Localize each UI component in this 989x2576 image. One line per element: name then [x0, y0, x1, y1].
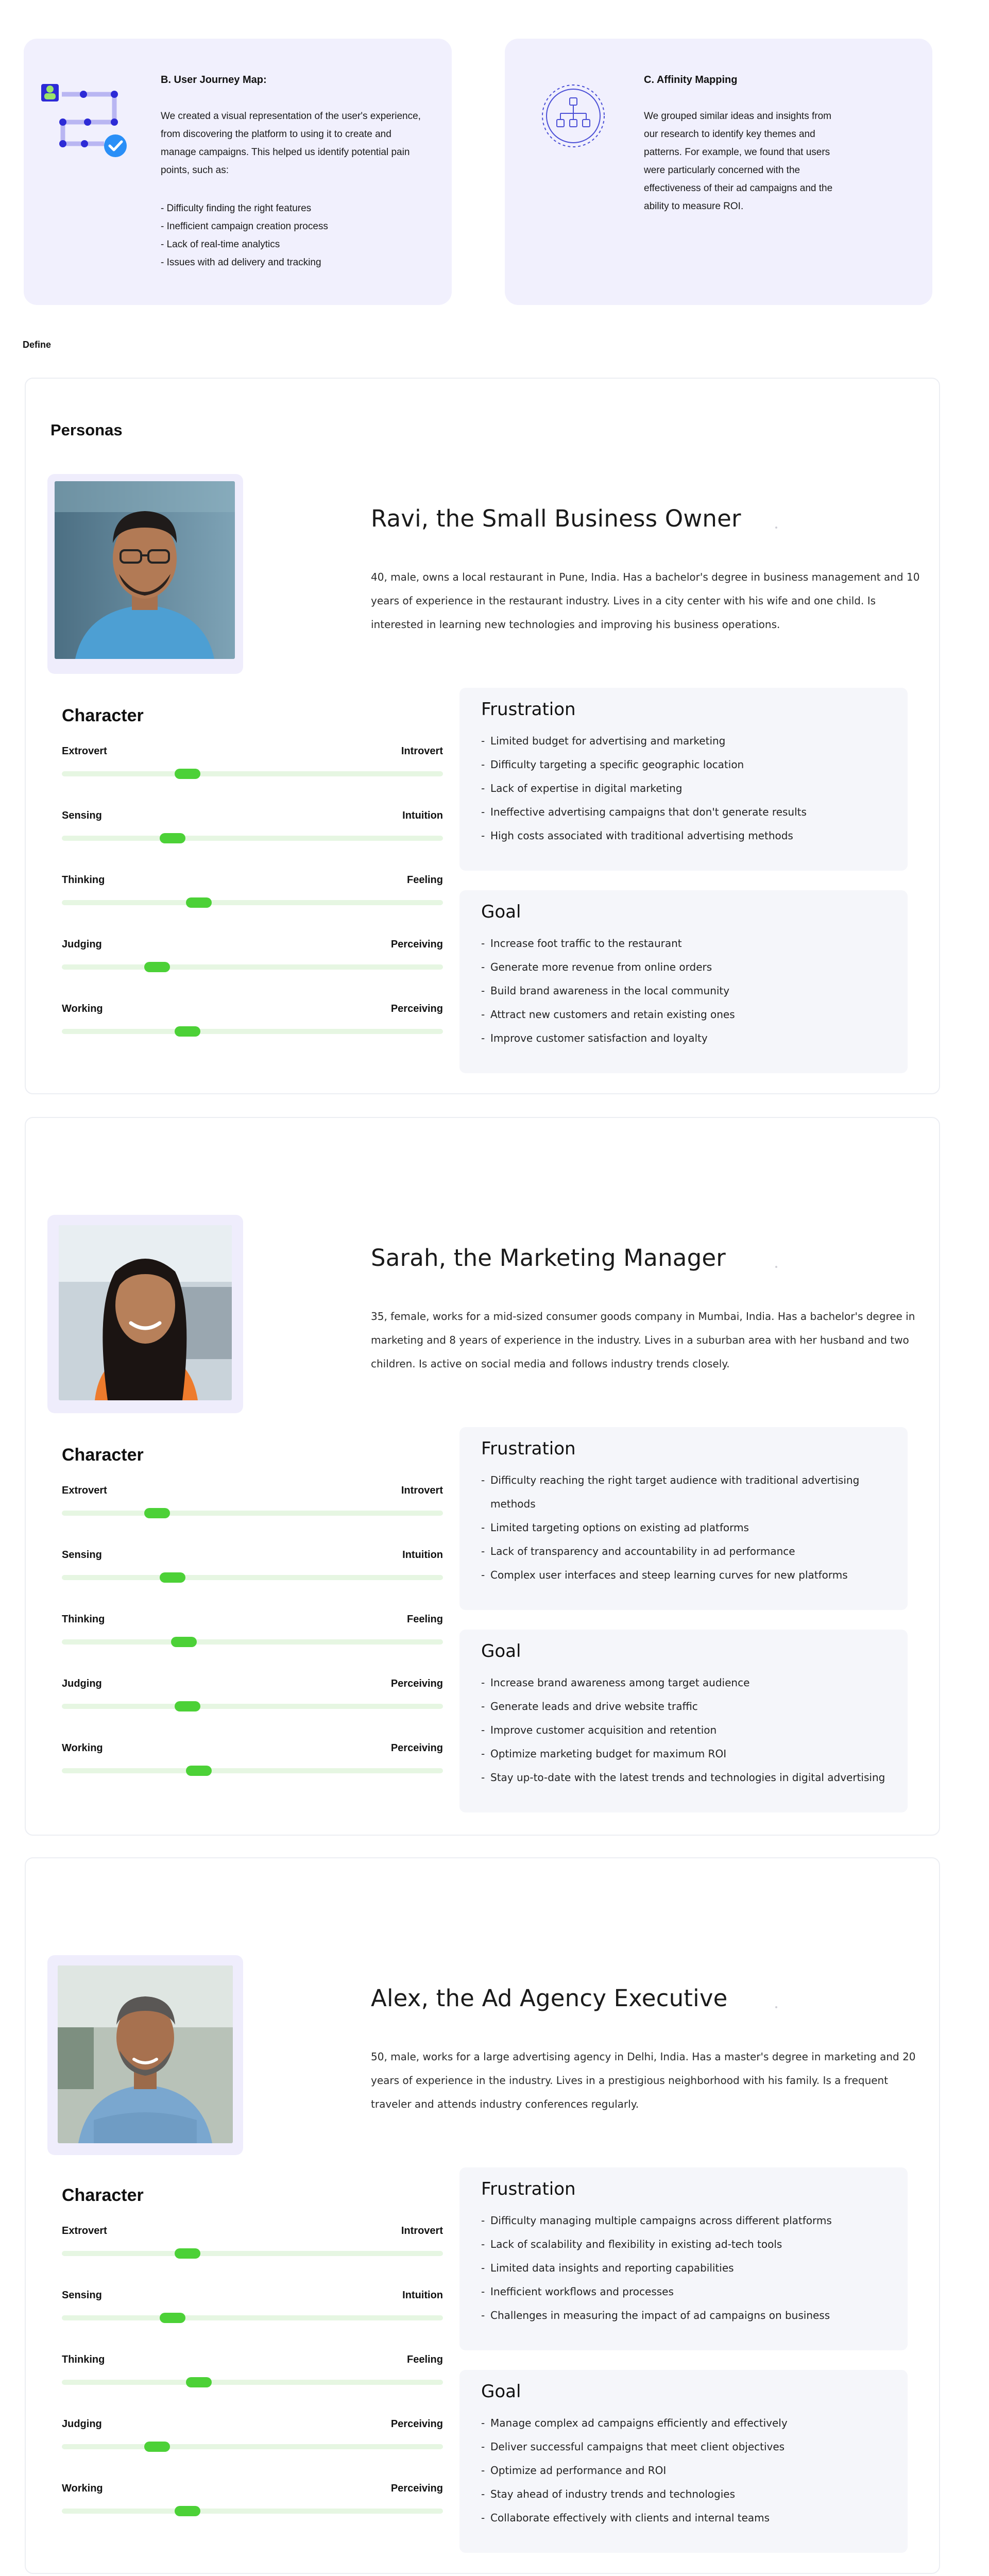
list-item: - Optimize marketing budget for maximum ROI	[481, 1742, 893, 1766]
affinity-network-icon	[540, 82, 607, 149]
trait-slider-track	[62, 1704, 443, 1709]
goal-heading: Goal	[481, 1641, 521, 1662]
goal-list	[481, 931, 893, 1050]
list-item: - Difficulty targeting a specific geographic location	[481, 753, 893, 776]
trait-left-label: Judging	[62, 1678, 102, 1689]
list-item: - Lack of expertise in digital marketing	[481, 776, 893, 800]
trait-slider-knob[interactable]	[186, 897, 212, 908]
trait-slider-track	[62, 1511, 443, 1516]
persona-photo-frame	[47, 1955, 243, 2155]
trait-left-label: Judging	[62, 939, 102, 950]
persona-photo-frame	[47, 474, 243, 674]
trait-right-label: Perceiving	[390, 1742, 443, 1754]
frustration-heading: Frustration	[481, 699, 576, 720]
goal-box	[459, 890, 908, 1073]
trait-slider-knob[interactable]	[175, 1701, 200, 1711]
character-heading: Character	[62, 2185, 144, 2205]
list-item: - Increase foot traffic to the restaurant	[481, 931, 893, 955]
list-item: - Difficulty finding the right features	[161, 203, 312, 214]
trait-right-label: Perceiving	[390, 2483, 443, 2494]
trait-slider-knob[interactable]	[175, 2506, 200, 2516]
frustration-box	[459, 1427, 908, 1610]
list-item: - Collaborate effectively with clients and internal teams	[481, 2506, 893, 2530]
trait-right-label: Introvert	[401, 1485, 443, 1496]
persona-card-ravi	[25, 378, 940, 1094]
trait-slider-track	[62, 900, 443, 905]
trait-left-label: Thinking	[62, 2354, 105, 2365]
journey-flow-icon	[37, 80, 140, 162]
character-heading: Character	[62, 706, 144, 725]
persona-photo-frame	[47, 1215, 243, 1413]
list-item: - Stay ahead of industry trends and technologies	[481, 2482, 893, 2506]
trait-right-label: Feeling	[406, 874, 443, 886]
trait-slider-track	[62, 1575, 443, 1580]
trait-sliders	[62, 745, 458, 1075]
trait-right-label: Intuition	[402, 1549, 443, 1561]
trait-slider-knob[interactable]	[160, 1572, 185, 1583]
trait-slider-knob[interactable]	[160, 833, 185, 843]
decorative-dot	[775, 1266, 777, 1268]
journey-map-card	[24, 39, 452, 305]
trait-left-label: Extrovert	[62, 745, 107, 757]
frustration-box	[459, 2167, 908, 2350]
trait-slider-knob[interactable]	[186, 2377, 212, 2387]
trait-slider-knob[interactable]	[144, 962, 170, 972]
character-heading: Character	[62, 1445, 144, 1465]
trait-slider-track	[62, 771, 443, 776]
list-item: - Attract new customers and retain existing ones	[481, 1003, 893, 1026]
trait-slider-track	[62, 964, 443, 970]
list-item: - Improve customer satisfaction and loyalty	[481, 1026, 893, 1050]
frustration-heading: Frustration	[481, 1438, 576, 1459]
persona-name: Alex, the Ad Agency Executive	[371, 1985, 728, 2012]
avatar	[55, 481, 235, 659]
affinity-mapping-body: We grouped similar ideas and insights from our research to identify key themes and patterns. For example, we found that users were particularly concerned with the effectiveness of their ad campaigns and the ability to measure ROI.	[644, 111, 833, 212]
list-item: - Limited targeting options on existing ad platforms	[481, 1516, 862, 1539]
journey-map-body: We created a visual representation of the user's experience, from discovering the platform to using it to create and manage campaigns. This helped us identify potential pain points, such as:	[161, 111, 421, 176]
trait-right-label: Introvert	[401, 2225, 443, 2236]
persona-description: 40, male, owns a local restaurant in Pune, India. Has a bachelor's degree in business management and 10 years of experience in the restaurant industry. Lives in a city center with his wife and one child. Is interested in learning new technologies and improving his business operations.	[371, 571, 920, 631]
goal-heading: Goal	[481, 902, 521, 922]
trait-slider-knob[interactable]	[186, 1766, 212, 1776]
persona-card-sarah	[25, 1117, 940, 1836]
trait-left-label: Sensing	[62, 1549, 102, 1561]
list-item: - Difficulty managing multiple campaigns across different platforms	[481, 2209, 898, 2232]
avatar	[59, 1225, 232, 1400]
trait-sliders	[62, 2225, 458, 2555]
list-item: - Challenges in measuring the impact of ad campaigns on business	[481, 2303, 898, 2327]
list-item: - Build brand awareness in the local community	[481, 979, 893, 1003]
trait-sliders	[62, 1485, 458, 1815]
goal-box	[459, 2370, 908, 2553]
journey-map-title: B. User Journey Map:	[161, 74, 267, 86]
trait-left-label: Sensing	[62, 2290, 102, 2301]
trait-slider-track	[62, 2315, 443, 2320]
frustration-list	[481, 729, 893, 848]
goal-list	[481, 1671, 893, 1789]
trait-right-label: Perceiving	[390, 939, 443, 950]
list-item: - Generate more revenue from online orders	[481, 955, 893, 979]
personas-heading: Personas	[50, 421, 123, 439]
frustration-list	[481, 1468, 862, 1587]
trait-left-label: Thinking	[62, 874, 105, 886]
persona-card-alex	[25, 1857, 940, 2574]
list-item: - High costs associated with traditional advertising methods	[481, 824, 893, 848]
trait-left-label: Extrovert	[62, 1485, 107, 1496]
trait-right-label: Feeling	[406, 2354, 443, 2365]
journey-map-points	[161, 199, 429, 272]
decorative-dot	[775, 527, 777, 529]
trait-left-label: Judging	[62, 2418, 102, 2430]
section-label-define: Define	[23, 340, 52, 350]
goal-box	[459, 1630, 908, 1812]
affinity-mapping-card	[505, 39, 932, 305]
trait-slider-knob[interactable]	[160, 2313, 185, 2323]
trait-slider-track	[62, 1639, 443, 1645]
trait-slider-knob[interactable]	[175, 1026, 200, 1037]
trait-left-label: Sensing	[62, 810, 102, 821]
list-item: - Lack of transparency and accountability in ad performance	[481, 1539, 862, 1563]
list-item: - Inefficient campaign creation process	[161, 221, 328, 232]
trait-right-label: Perceiving	[390, 1678, 443, 1689]
trait-slider-track	[62, 1768, 443, 1773]
trait-right-label: Feeling	[406, 1614, 443, 1625]
avatar	[58, 1965, 233, 2143]
trait-left-label: Working	[62, 1003, 103, 1014]
list-item: - Complex user interfaces and steep learning curves for new platforms	[481, 1563, 862, 1587]
trait-right-label: Intuition	[402, 810, 443, 821]
frustration-heading: Frustration	[481, 2179, 576, 2199]
list-item: - Manage complex ad campaigns efficiently and effectively	[481, 2411, 893, 2435]
list-item: - Improve customer acquisition and retention	[481, 1718, 893, 1742]
trait-slider-knob[interactable]	[144, 2442, 170, 2452]
trait-slider-knob[interactable]	[171, 1637, 197, 1647]
persona-name: Sarah, the Marketing Manager	[371, 1244, 726, 1272]
persona-description: 35, female, works for a mid-sized consumer goods company in Mumbai, India. Has a bachelor's degree in marketing and 8 years of experience in the industry. Lives in a suburban area with her husband and two children. Is active on social media and follows industry trends closely.	[371, 1310, 915, 1370]
list-item: - Lack of real-time analytics	[161, 239, 280, 250]
trait-left-label: Extrovert	[62, 2225, 107, 2236]
trait-right-label: Perceiving	[390, 1003, 443, 1014]
trait-slider-track	[62, 836, 443, 841]
goal-heading: Goal	[481, 2381, 521, 2402]
frustration-list	[481, 2209, 898, 2327]
trait-left-label: Working	[62, 1742, 103, 1754]
affinity-mapping-title: C. Affinity Mapping	[644, 74, 738, 86]
trait-left-label: Working	[62, 2483, 103, 2494]
list-item: - Limited budget for advertising and marketing	[481, 729, 893, 753]
trait-slider-track	[62, 2444, 443, 2449]
list-item: - Limited data insights and reporting capabilities	[481, 2256, 898, 2280]
trait-slider-knob[interactable]	[175, 769, 200, 779]
list-item: - Ineffective advertising campaigns that don't generate results	[481, 800, 893, 824]
frustration-box	[459, 688, 908, 871]
list-item: - Generate leads and drive website traffic	[481, 1694, 893, 1718]
trait-left-label: Thinking	[62, 1614, 105, 1625]
trait-right-label: Perceiving	[390, 2418, 443, 2430]
list-item: - Inefficient workflows and processes	[481, 2280, 898, 2303]
list-item: - Deliver successful campaigns that meet client objectives	[481, 2435, 893, 2459]
trait-right-label: Introvert	[401, 745, 443, 757]
trait-slider-track	[62, 1029, 443, 1034]
goal-list	[481, 2411, 893, 2530]
list-item: - Optimize ad performance and ROI	[481, 2459, 893, 2482]
persona-description: 50, male, works for a large advertising agency in Delhi, India. Has a master's degree in marketing and 20 years of experience in the industry. Lives in a prestigious neighborhood with his family. Is a frequent traveler and attends industry conferences regularly.	[371, 2050, 916, 2110]
list-item: - Difficulty reaching the right target audience with traditional advertising methods	[481, 1468, 862, 1516]
trait-slider-track	[62, 2251, 443, 2256]
list-item: - Increase brand awareness among target audience	[481, 1671, 893, 1694]
decorative-dot	[775, 2006, 777, 2008]
trait-slider-track	[62, 2380, 443, 2385]
trait-slider-knob[interactable]	[175, 2248, 200, 2259]
trait-slider-track	[62, 2509, 443, 2514]
trait-right-label: Intuition	[402, 2290, 443, 2301]
list-item: - Stay up-to-date with the latest trends and technologies in digital advertising	[481, 1766, 893, 1789]
list-item: - Lack of scalability and flexibility in existing ad-tech tools	[481, 2232, 898, 2256]
list-item: - Issues with ad delivery and tracking	[161, 257, 321, 268]
persona-name: Ravi, the Small Business Owner	[371, 505, 741, 532]
trait-slider-knob[interactable]	[144, 1508, 170, 1518]
